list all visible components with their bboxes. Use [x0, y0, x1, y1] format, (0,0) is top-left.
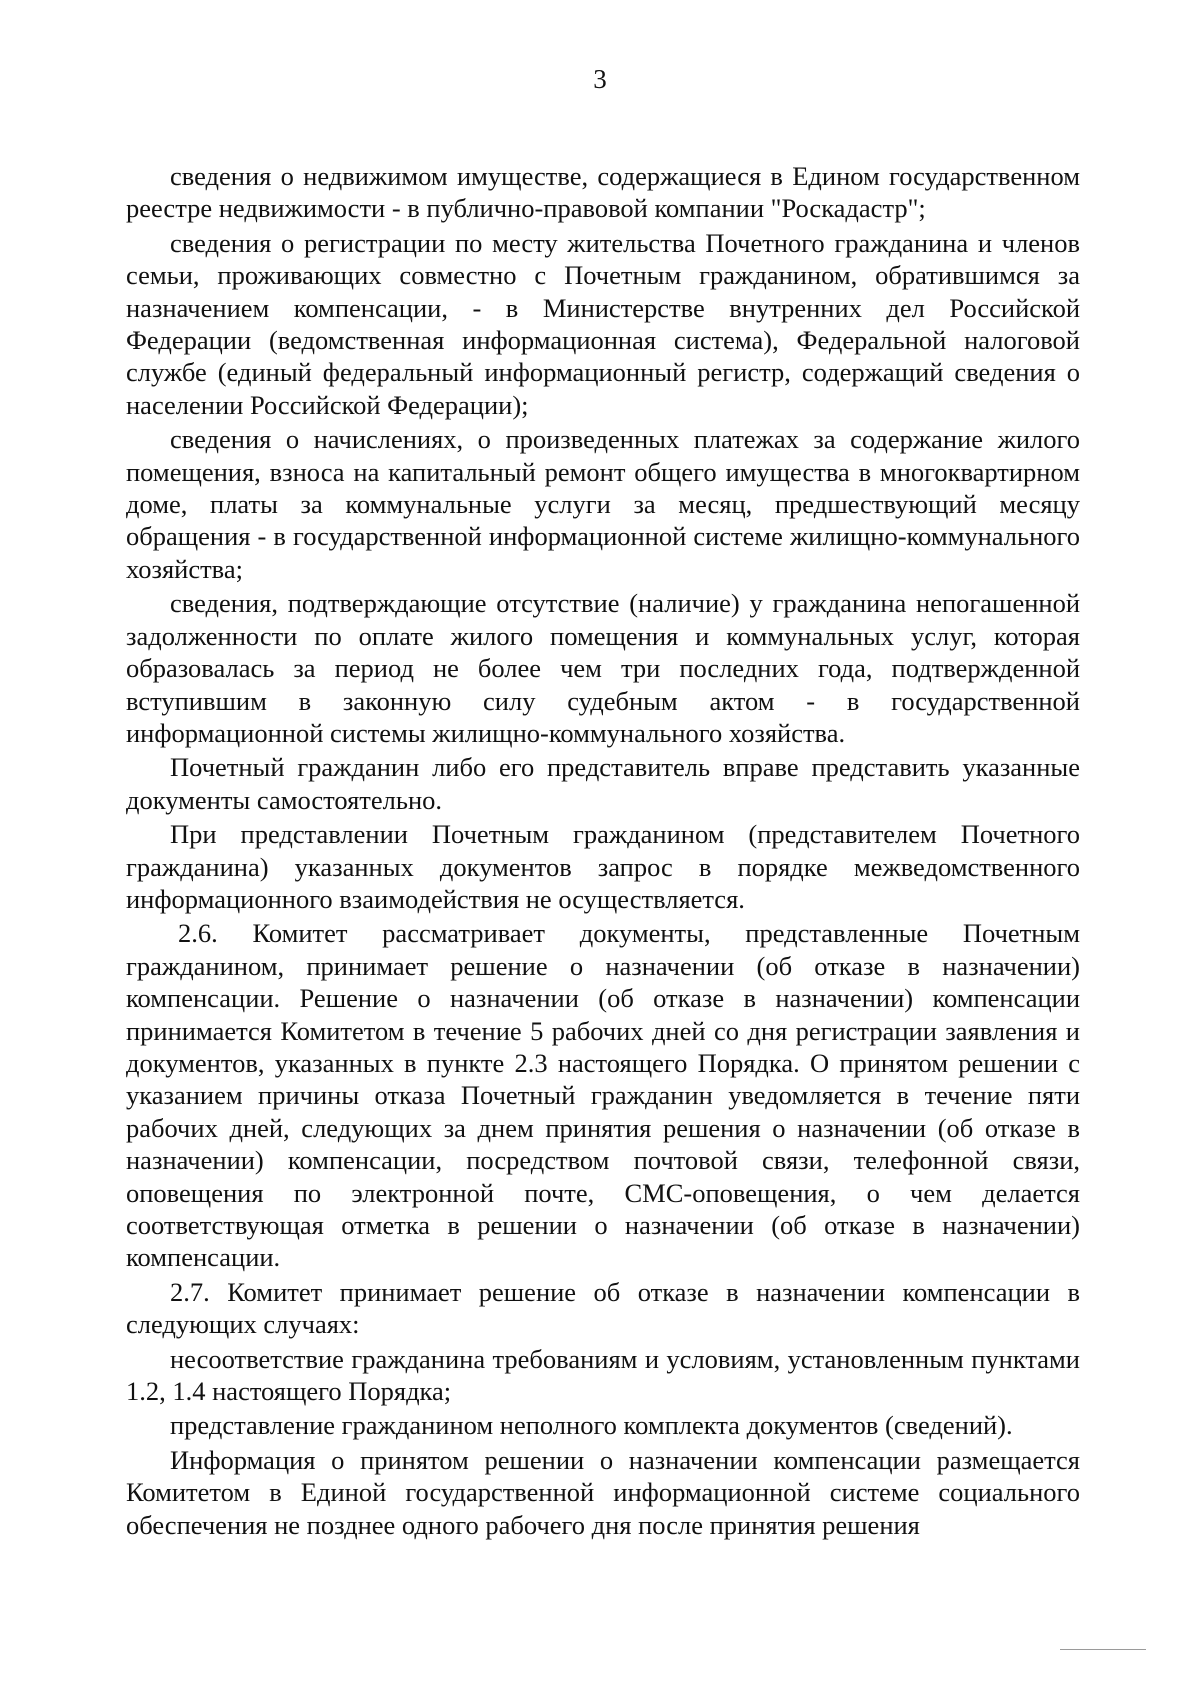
paragraph-debt-info: сведения, подтверждающие отсутствие (наличие) у гражданина непогашенной задолженности по оплате жилого помещения и коммунальных услуг, которая образовалась за период не более чем три последних года, подтвержденной вступившим в законную силу судебным актом - в государственной информационной системы жилищно-коммунального хозяйства. — [126, 588, 1080, 748]
paragraph-section-2-7: 2.7. Комитет принимает решение об отказе в назначении компенсации в следующих случаях: — [126, 1276, 1080, 1340]
paragraph-charges-info: сведения о начислениях, о произведенных платежах за содержание жилого помещения, взноса на капитальный ремонт общего имущества в многоквартирном доме, платы за коммунальные услуги за месяц, предшествующий месяцу обращения - в государственной информационной системе жилищно-коммунального хозяйства; — [126, 424, 1080, 584]
document-body — [126, 160, 1080, 1543]
paragraph-section-2-6: 2.6. Комитет рассматривает документы, представленные Почетным гражданином, принимает решение о назначении (об отказе в назначении) компенсации. Решение о назначении (об отказе в назначении) компенсации принимается Комитетом в течение 5 рабочих дней со дня регистрации заявления и документов, указанных в пункте 2.3 настоящего Порядка. О принятом решении с указанием причины отказа Почетный гражданин уведомляется в течение пяти рабочих дней, следующих за днем принятия решения о назначении (об отказе в назначении) компенсации, посредством почтовой связи, телефонной связи, оповещения по электронной почте, СМС-оповещения, о чем делается соответствующая отметка в решении о назначении (об отказе в назначении) компенсации. — [126, 918, 1080, 1273]
paragraph-information-posting: Информация о принятом решении о назначении компенсации размещается Комитетом в Единой государственной информационной системе социального обеспечения не позднее одного рабочего дня после принятия решения — [126, 1444, 1080, 1540]
page-number: 3 — [593, 64, 607, 94]
paragraph-refusal-reason-2: представление гражданином неполного комплекта документов (сведений). — [170, 1410, 1013, 1441]
paragraph-refusal-reason-1: несоответствие гражданина требованиям и условиям, установленным пунктами 1.2, 1.4 настоящего Порядка; — [126, 1343, 1080, 1407]
paragraph-registration-info: сведения о регистрации по месту жительства Почетного гражданина и членов семьи, проживающих совместно с Почетным гражданином, обратившимся за назначением компенсации, - в Министерстве внутренних дел Российской Федерации (ведомственная информационная система), Федеральной налоговой службе (единый федеральный информационный регистр, содержащий сведения о населении Российской Федерации); — [126, 227, 1080, 420]
paragraph-no-interagency-request: При представлении Почетным гражданином (представителем Почетного гражданина) указанных документов запрос в порядке межведомственного информационного взаимодействия не осуществляется. — [126, 819, 1080, 914]
footer-divider — [1060, 1649, 1146, 1650]
paragraph-self-submission: Почетный гражданин либо его представитель вправе представить указанные документы самостоятельно. — [126, 752, 1080, 815]
paragraph-real-estate-info: сведения о недвижимом имуществе, содержащиеся в Едином государственном реестре недвижимости - в публично-правовой компании "Роскадастр"; — [126, 161, 1080, 224]
